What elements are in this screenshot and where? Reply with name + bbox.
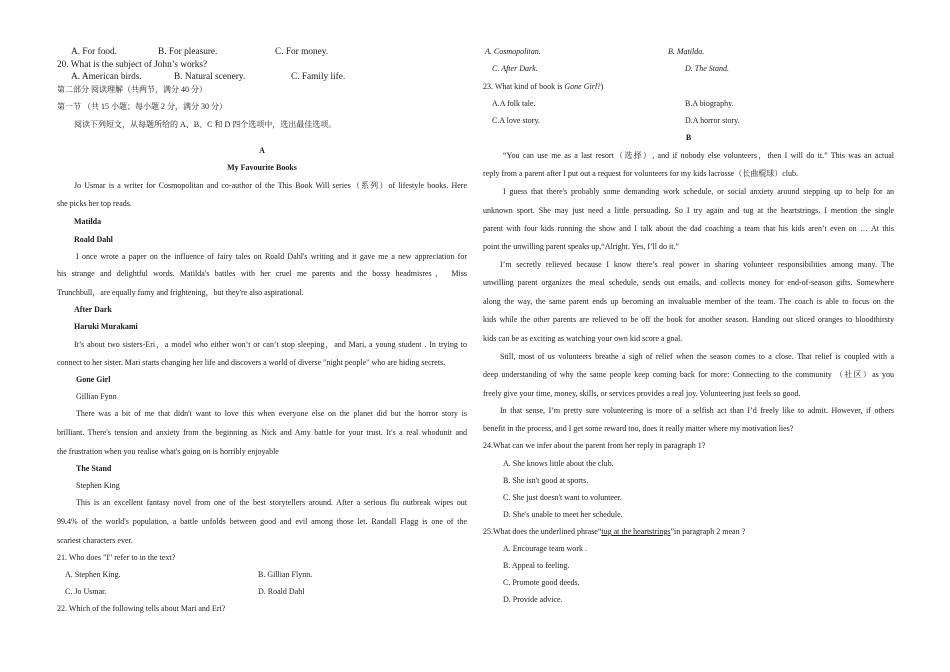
- book-review-line: the frustration when you realise what's going on is horribly enjoyable: [57, 447, 279, 456]
- q25-option-a: A. Encourage team work .: [503, 544, 587, 553]
- book-review-line: There was a bit of me that didn't want to love this when everyone else on the planet did but the horror story is: [76, 409, 467, 418]
- book-review-line: brilliant. There's tension and anxiety from the beginning as Nick and Amy battle for your trust. It's a real whodunit and: [57, 428, 467, 437]
- book-author: Gillian Fynn: [76, 392, 117, 401]
- q23-question: [483, 82, 603, 92]
- book-review-line: 99.4% of the world's population, a battle unfolds between good and evil among those let. Randall Flagg is one of the: [57, 517, 467, 526]
- q21-option-a: A. Stephen King.: [65, 570, 121, 579]
- q23-question-title: Gone Girl: [564, 82, 598, 91]
- q24-option-b: B. She isn't good at sports.: [503, 476, 589, 485]
- book-review-line: scariest characters ever.: [57, 536, 133, 545]
- part2-heading: 第二部分 阅读理解（共两节，满分 40 分）: [57, 85, 207, 94]
- passage-b-line: unwilling parent organizes the meal schedule, sends out emails, and collects money for end-of-season gifts. Somewhere: [483, 278, 894, 287]
- passage-b-line: kids can be as exciting as watching your own kid score a goal.: [483, 334, 683, 343]
- q23-option-b: B.A biography.: [685, 99, 734, 108]
- q21-option-b: B. Gillian Flynn.: [258, 570, 313, 579]
- q25-option-d: D. Provide advice.: [503, 595, 563, 604]
- passage-b-line: “You can use me as a last resort（选择）, and if nobody else volunteers，then I will do it.” This was an actual: [503, 151, 894, 160]
- q24-question: 24.What can we infer about the parent from her reply in paragraph 1?: [483, 441, 706, 450]
- q22-option-d: D. The Stand.: [685, 64, 729, 73]
- passage-b-line: kids while the other parents are relieved to be off the book for another season. Handing out sliced oranges to bloodthirsty: [483, 315, 894, 324]
- book-title-the-stand: The Stand: [76, 464, 112, 473]
- q24-option-d: D. She's unable to meet her schedule.: [503, 510, 623, 519]
- passage-b-line: unknown sport. She may just need a little persuading. So I try again and tug at the heartstrings. I mention the single: [483, 206, 894, 215]
- q22-option-b: B. Matilda.: [668, 47, 705, 56]
- book-author: Roald Dahl: [74, 235, 113, 244]
- q24-option-c: C. She just doesn't want to volunteer.: [503, 493, 622, 502]
- q25-option-b: B. Appeal to feeling.: [503, 561, 570, 570]
- passage-b-line: freely give your time, money, skills, or services provides a real joy. Volunteering just feels so good.: [483, 389, 801, 398]
- q25-option-c: C. Promote good deeds.: [503, 578, 580, 587]
- section1-heading: 第一节 （共 15 小题；每小题 2 分，满分 30 分）: [57, 102, 227, 111]
- book-review-line: his strange and delightful words. Matilda's battles with her cruel me parents and the bossy headmisres， Miss: [57, 269, 467, 278]
- q21-option-c: C. Jo Usmar.: [65, 587, 107, 596]
- q23-option-c: C.A love story.: [492, 116, 540, 125]
- q19-option-c: C. For money.: [275, 47, 329, 57]
- q25-question: [483, 527, 745, 537]
- book-review-line: This is an excellent fantasy novel from one of the best storytellers around. After a serious flu outbreak wipes out: [76, 498, 467, 507]
- q23-option-a: A.A folk tale.: [492, 99, 536, 108]
- passage-b-line: parent with four kids running the show and I talk about the dad coaching a team that his kids aren’t even on … At this: [483, 224, 894, 233]
- passage-a-title: My Favourite Books: [227, 163, 297, 172]
- passage-b-line: Still, most of us volunteers breathe a sigh of relief when the season comes to a close. That relief is coupled with a: [500, 352, 894, 361]
- q22-option-c: C. After Dark.: [492, 64, 538, 73]
- book-author: Stephen King: [76, 481, 120, 490]
- q19-option-b: B. For pleasure.: [158, 47, 218, 57]
- q21-question: 21. Who does "I" refer to in the text?: [57, 553, 176, 562]
- passage-a-letter: A: [259, 146, 265, 155]
- book-review-line: It’s about two sisters-Eri，a model who either won’t or can’t stop sleeping，and Mari, a young student . In trying to: [74, 340, 467, 349]
- passage-b-line: along the way, the same parent ends up becoming an invaluable member of the team. The coach is able to focus on the: [483, 297, 894, 306]
- passage-b-line: I guess that there's probably some demanding work schedule, or social anxiety around stepping up to help for an: [503, 187, 894, 196]
- q20-option-a: A. American birds.: [71, 72, 142, 82]
- book-review-line: Trunchbull，are equally fumy and frightening，but they're also aspirational.: [57, 288, 304, 297]
- q25-question-post: ”in paragraph 2 mean ?: [670, 527, 746, 536]
- book-title-matilda: Matilda: [74, 217, 102, 226]
- q23-option-d: D.A horror story.: [685, 116, 740, 125]
- q22-question: 22. Which of the following tells about Mari and Eri?: [57, 604, 226, 613]
- passage-b-line: reply from a parent after I put out a request for volunteers for my kids lacrosse（长曲棍球）club.: [483, 169, 799, 178]
- q23-question-pre: 23. What kind of book is: [483, 82, 565, 91]
- q22-option-a: A. Cosmopolitan.: [485, 47, 541, 56]
- q20-option-c: C. Family life.: [291, 72, 346, 82]
- q20-option-b: B. Natural scenery.: [174, 72, 246, 82]
- passage-b-line: deep understanding of why the same people keep coming back for more: Connecting to the community （社区）as you: [483, 370, 894, 379]
- passage-b-line: In that sense, I’m pretty sure volunteering is more of a selfish act than I’d freely like to admit. However, if others: [500, 406, 894, 415]
- intro-line: she picks her top reads.: [57, 199, 132, 208]
- passage-b-line: point the unwilling parent speaks up,“Alright. Yes, I’ll do it.”: [483, 242, 679, 251]
- intro-line: Jo Usmar is a writer for Cosmopolitan and co-author of the This Book Will series（系列）of lifestyle books. Here: [74, 181, 467, 190]
- book-review-line: connect to her sister. Mari starts changing her life and discovers a world of diverse "night people" who are hiding secrets.: [57, 358, 446, 367]
- book-title-gone-girl: Gone Girl: [76, 375, 111, 384]
- passage-b-line: benefit in the process, and I get some reward too, does it really matter where my motivation lies?: [483, 424, 794, 433]
- passage-b-line: I’m secretly relieved because I know there’s real power in sharing volunteer responsibilities among many. The: [500, 260, 894, 269]
- q23-question-post: ?): [597, 82, 604, 91]
- q24-option-a: A. She knows little about the club.: [503, 459, 614, 468]
- book-review-line: I once wrote a paper on the influence of fairy tales on Roald Dahl's writing and it gave me a new appreciation for: [76, 252, 467, 261]
- book-author: Haruki Murakami: [74, 322, 138, 331]
- passage-b-letter: B: [685, 133, 692, 142]
- instructions: 阅读下列短文，从每题所给的 A、B、C 和 D 四个选项中，选出最佳选项。: [74, 120, 337, 129]
- q19-option-a: A. For food.: [71, 47, 117, 57]
- q21-option-d: D. Roald Dahl: [258, 587, 305, 596]
- underlined-phrase: tug at the heartstrings: [601, 527, 671, 536]
- q25-question-pre: 25.What does the underlined phrase“: [483, 527, 602, 536]
- book-title-after-dark: After Dark: [74, 305, 112, 314]
- q20-question: 20. What is the subject of John’s works?: [57, 60, 208, 70]
